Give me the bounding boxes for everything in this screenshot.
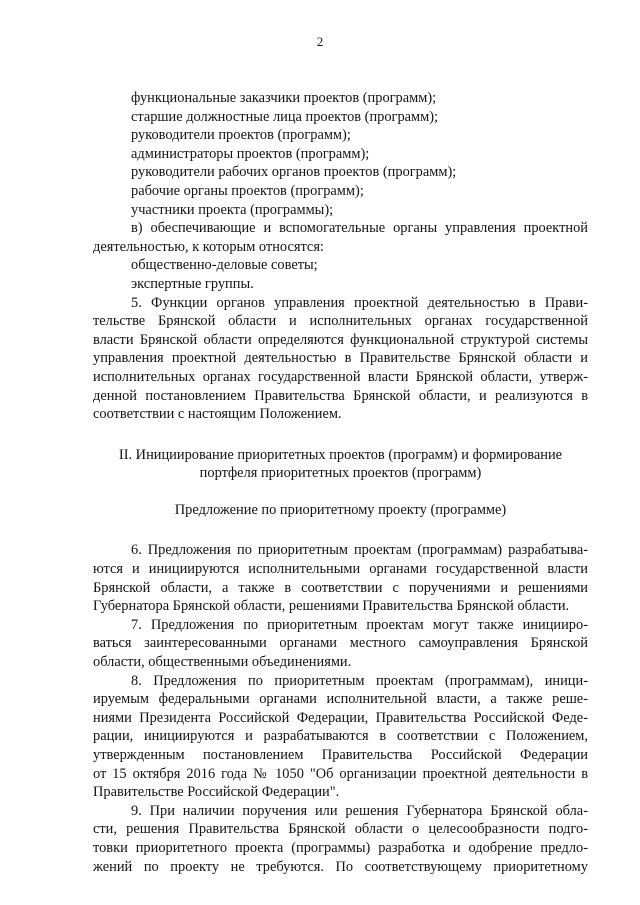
paragraph-line: денной постановлением Правительства Брянской области, и реализуются в [93,387,588,404]
paragraph-line: ваться заинтересованными органами местного самоуправления Брянской [93,635,588,652]
section-heading-line: II. Инициирование приоритетных проектов (программ) и формирование [118,446,563,463]
paragraph-line: 6. Предложения по приоритетным проектам (программам) разрабатыва- [131,542,588,559]
subsection-heading: Предложение по приоритетному проекту (программе) [174,501,507,518]
section-heading [93,446,588,483]
paragraph-line: ниями Президента Российской Федерации, Правительства Российской Феде- [93,709,588,726]
paragraph-line: власти Брянской области определяются функциональной структурой системы [93,331,588,348]
paragraph-5 [93,294,588,424]
list-item: функциональные заказчики проектов (программ); [131,90,437,106]
paragraph-line: утвержденным постановлением Правительства Российской Федерации [93,747,588,763]
list-item: деятельностью, к которым относятся: [93,238,324,255]
list-item: в) обеспечивающие и вспомогательные органы управления проектной [131,220,588,237]
section-heading-line: портфеля приоритетных проектов (программ) [199,465,482,482]
paragraph-8 [93,672,588,802]
paragraph-7 [93,616,588,672]
list-item: руководители проектов (программ); [131,127,351,144]
paragraph-line: Брянской области, а также в соответствии с поручениями и решениями [93,579,588,596]
list-item: руководители рабочих органов проектов (программ); [131,164,457,181]
paragraph-line: ируемым федеральными органами исполнительной власти, а также реше- [93,691,588,708]
list-item: рабочие органы проектов (программ); [131,182,364,199]
list-item: администраторы проектов (программ); [131,145,370,162]
list-item: экспертные группы. [131,275,254,292]
paragraph-line: от 15 октября 2016 года № 1050 "Об организации проектной деятельности в [93,765,588,782]
paragraph-line: рации, инициируются и разрабатываются в соответствии с Положением, [93,728,588,745]
list-item: общественно-деловые советы; [131,257,318,274]
paragraph-line: тельстве Брянской области и исполнительных органах государственной [93,313,588,330]
paragraph-line: ются и инициируются исполнительными органами государственной власти [93,561,588,578]
paragraph-line: Губернатора Брянской области, решениями Правительства Брянской области. [93,598,570,615]
paragraph-line: исполнительных органах государственной власти Брянской области, утверж- [93,368,588,385]
list-item: старшие должностные лица проектов (программ); [131,108,439,125]
paragraph-line: 8. Предложения по приоритетным проектам (программам), иници- [131,672,588,689]
document-body [93,89,588,876]
paragraph-line: Правительстве Российской Федерации". [93,784,340,801]
paragraph-9 [93,802,588,876]
paragraph-6 [93,541,588,615]
paragraph-line: 5. Функции органов управления проектной деятельностью в Прави- [131,294,588,311]
paragraph-line: управления проектной деятельностью в Правительстве Брянской области и [93,350,588,367]
paragraph-line: области, общественными объединениями. [93,654,352,671]
list-item: участники проекта (программы); [131,201,334,218]
paragraph-line: товки приоритетного проекта (программы) разработка и одобрение предло- [93,839,588,856]
paragraph-line: сти, решения Правительства Брянской области о целесообразности подго- [93,821,588,838]
paragraph-line: жений по проекту не требуются. По соответствующему приоритетному [93,858,588,875]
paragraph-line: 9. При наличии поручения или решения Губернатора Брянской обла- [131,802,588,819]
page-number: 2 [316,34,324,49]
paragraph-line: 7. Предложения по приоритетным проектам могут также иницииро- [131,616,588,633]
participants-list [93,89,588,294]
paragraph-line: соответствии с настоящим Положением. [93,406,342,423]
